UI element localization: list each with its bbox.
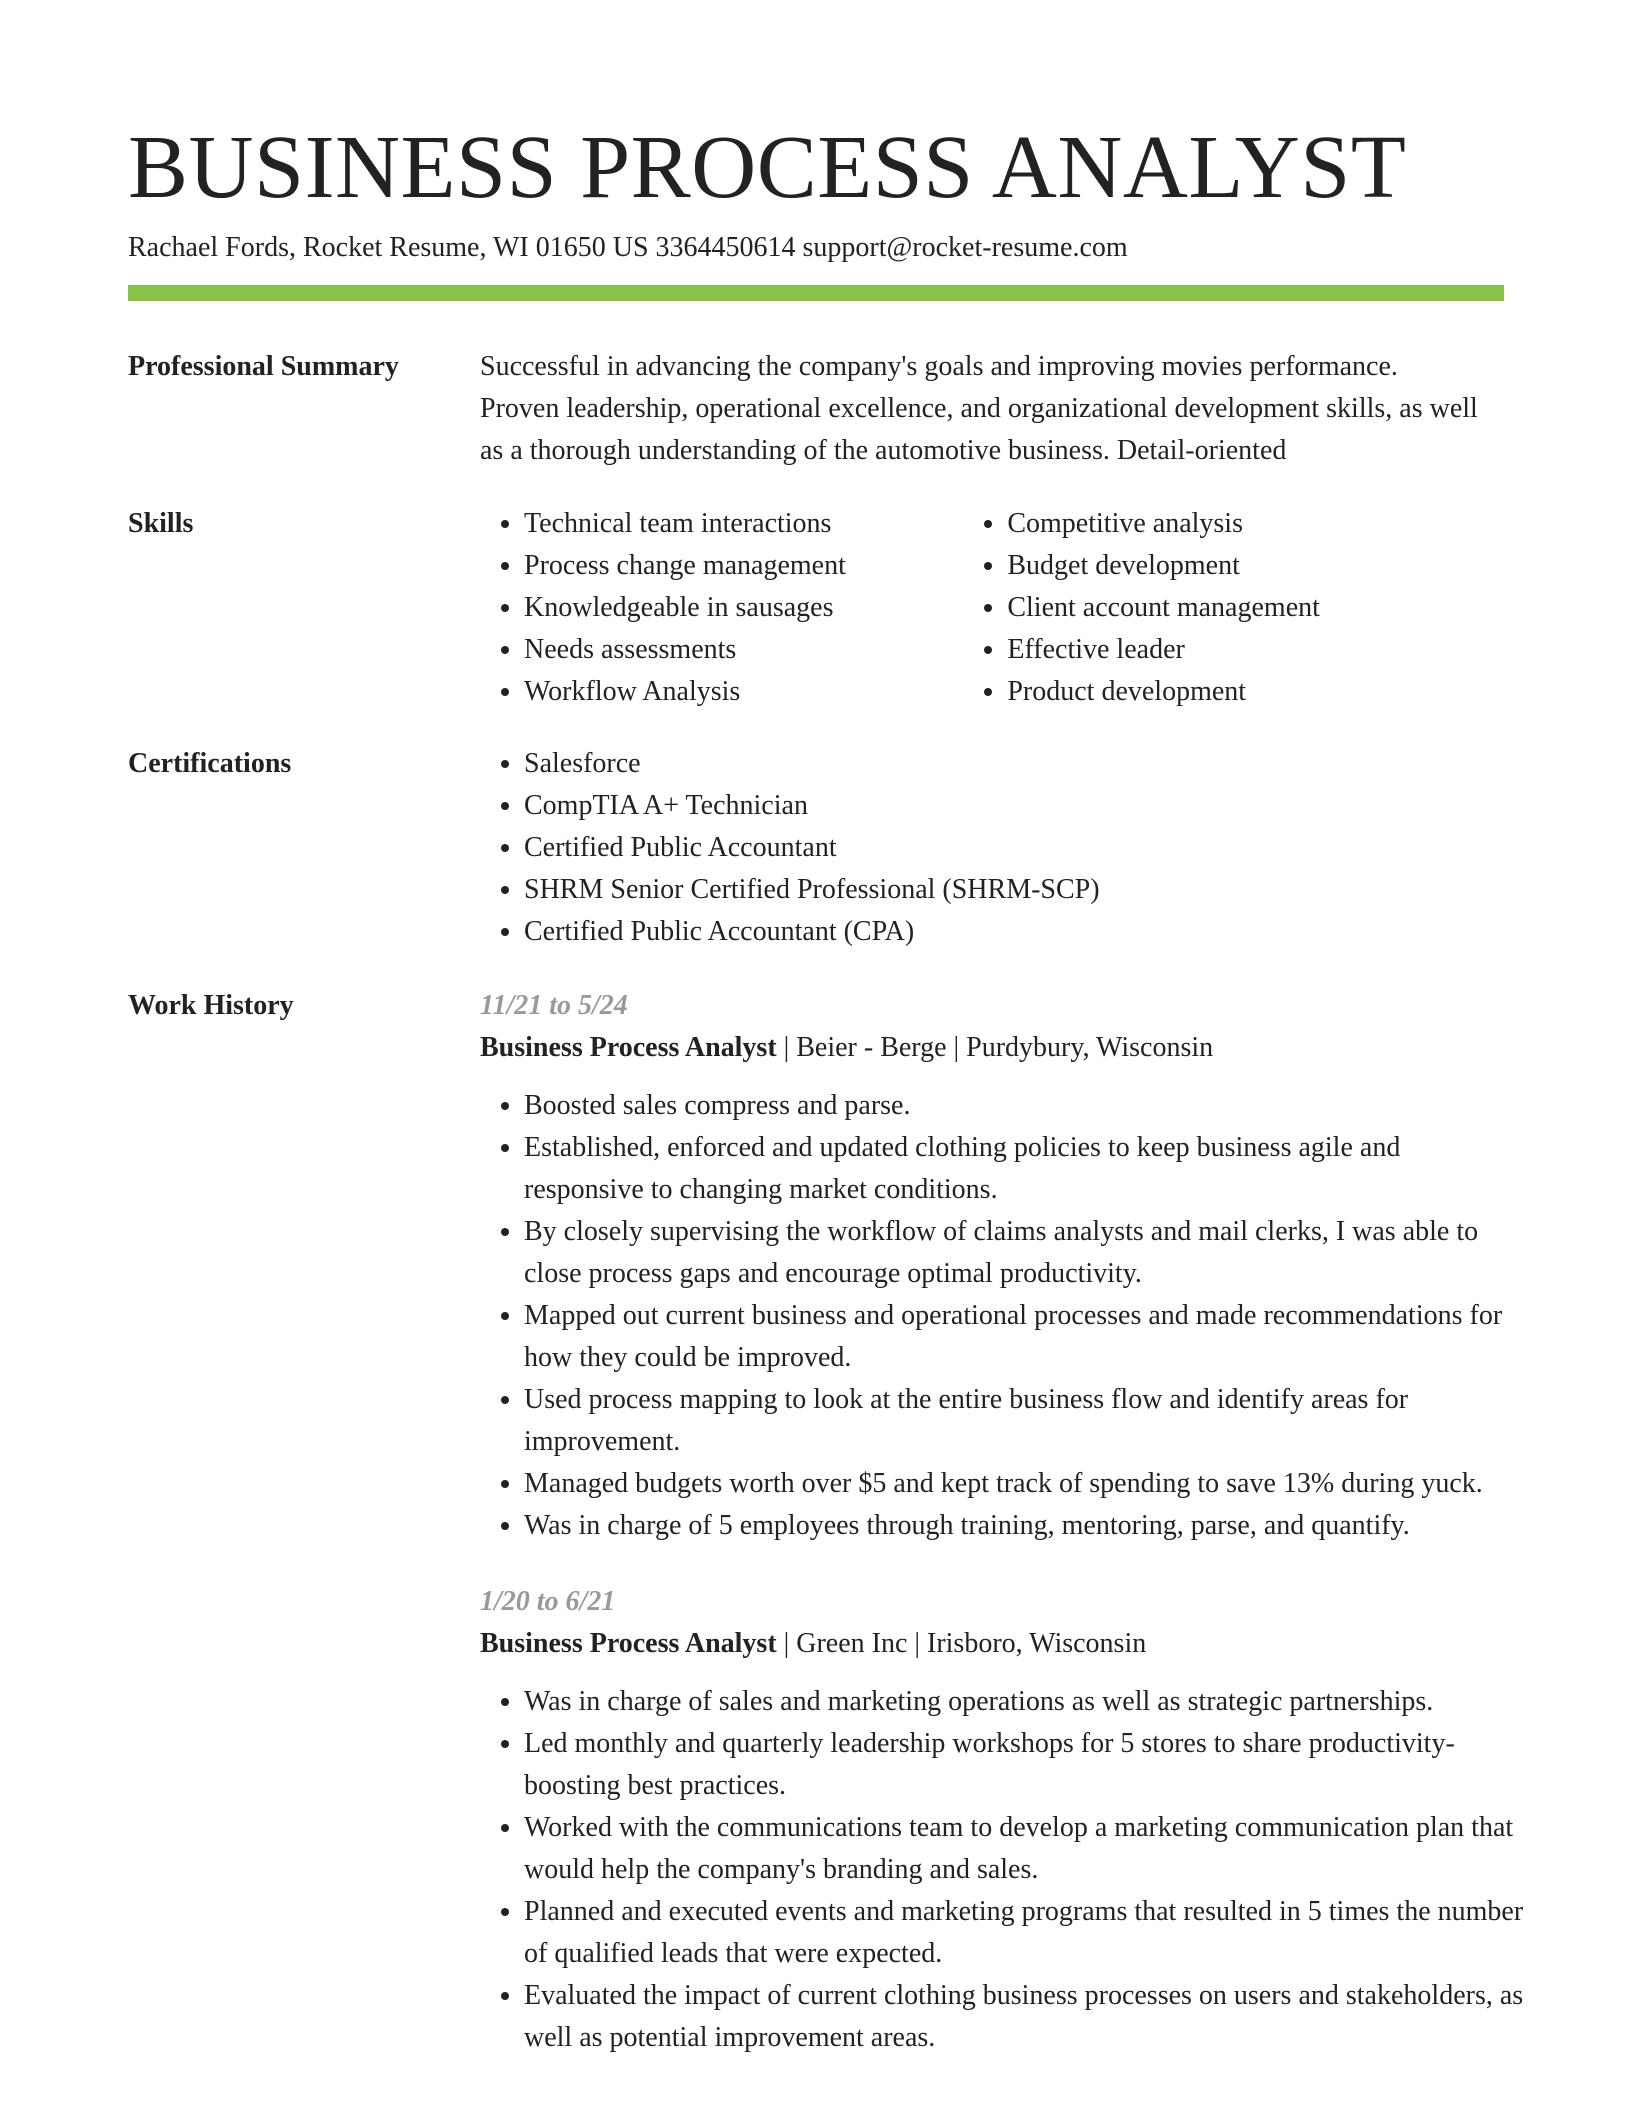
job-dates: 1/20 to 6/21 <box>480 1586 616 1617</box>
certifications-body <box>480 743 1504 953</box>
skill-item: • Effective leader <box>1007 629 1504 671</box>
job-bullet: • Worked with the communications team to develop a marketing communication plan that would help the company's branding and sales. <box>524 1807 1524 1891</box>
skill-item: • Knowledgeable in sausages <box>524 587 963 629</box>
job-company-location: | Beier - Berge | Purdybury, Wisconsin <box>776 1032 1214 1063</box>
certification-item: • Certified Public Accountant <box>524 827 1504 869</box>
skills-list-left <box>480 503 963 713</box>
job-title: Business Process Analyst <box>480 1628 777 1659</box>
skill-item: • Budget development <box>1007 545 1504 587</box>
summary-text: Successful in advancing the company's goals and improving movies performance. Proven leadership, operational excellence, and organizational development skills, as well as a thorough understanding of the automotive business. Detail-oriented <box>480 351 1478 466</box>
job-bullets <box>480 1681 1524 2059</box>
job-bullet: • Mapped out current business and operational processes and made recommendations for how they could be improved. <box>524 1295 1524 1379</box>
skill-item: • Client account management <box>1007 587 1504 629</box>
skill-item: • Process change management <box>524 545 963 587</box>
skill-item: • Needs assessments <box>524 629 963 671</box>
job-bullet: • Boosted sales compress and parse. <box>524 1085 1524 1127</box>
skill-item: • Technical team interactions <box>524 503 963 545</box>
certification-item: • Salesforce <box>524 743 1504 785</box>
summary-label: Professional Summary <box>128 351 399 382</box>
skill-item: • Workflow Analysis <box>524 671 963 713</box>
job-bullet: • Managed budgets worth over $5 and kept track of spending to save 13% during yuck. <box>524 1463 1524 1505</box>
skills-label: Skills <box>128 508 194 539</box>
work-history-label: Work History <box>128 990 294 1021</box>
summary-body <box>480 346 1504 472</box>
job-bullet: • Was in charge of 5 employees through training, mentoring, parse, and quantify. <box>524 1505 1524 1547</box>
resume-title: BUSINESS PROCESS ANALYST <box>128 118 1407 217</box>
certification-item: • CompTIA A+ Technician <box>524 785 1504 827</box>
job-bullet: • Was in charge of sales and marketing operations as well as strategic partnerships. <box>524 1681 1524 1723</box>
job-heading <box>480 1027 1504 1069</box>
job-bullet: • Established, enforced and updated clothing policies to keep business agile and responsive to changing market conditions. <box>524 1127 1524 1211</box>
skill-item: • Product development <box>1007 671 1504 713</box>
job-company-location: | Green Inc | Irisboro, Wisconsin <box>776 1628 1147 1659</box>
job-title: Business Process Analyst <box>480 1032 777 1063</box>
job-heading <box>480 1623 1504 1665</box>
job-bullet: • Evaluated the impact of current clothing business processes on users and stakeholders, as well as potential improvement areas. <box>524 1975 1524 2059</box>
certifications-label: Certifications <box>128 748 292 779</box>
work-history-body <box>480 985 1524 2059</box>
job-dates: 11/21 to 5/24 <box>480 990 628 1021</box>
skill-item: • Competitive analysis <box>1007 503 1504 545</box>
header-divider <box>128 285 1504 301</box>
certification-item: • Certified Public Accountant (CPA) <box>524 911 1504 953</box>
job-bullets <box>480 1085 1524 1547</box>
skills-body <box>480 503 1504 713</box>
job-bullet: • Planned and executed events and marketing programs that resulted in 5 times the number of qualified leads that were expected. <box>524 1891 1524 1975</box>
job-entry <box>480 985 1504 1547</box>
contact-line: Rachael Fords, Rocket Resume, WI 01650 US 3364450614 support@rocket-resume.com <box>128 232 1128 263</box>
job-bullet: • Led monthly and quarterly leadership workshops for 5 stores to share productivity-boosting best practices. <box>524 1723 1524 1807</box>
job-entry <box>480 1581 1524 2059</box>
certification-item: • SHRM Senior Certified Professional (SHRM-SCP) <box>524 869 1504 911</box>
job-bullet: • Used process mapping to look at the entire business flow and identify areas for improvement. <box>524 1379 1524 1463</box>
certifications-list <box>480 743 1504 953</box>
skills-list-right <box>963 503 1504 713</box>
job-bullet: • By closely supervising the workflow of claims analysts and mail clerks, I was able to close process gaps and encourage optimal productivity. <box>524 1211 1524 1295</box>
